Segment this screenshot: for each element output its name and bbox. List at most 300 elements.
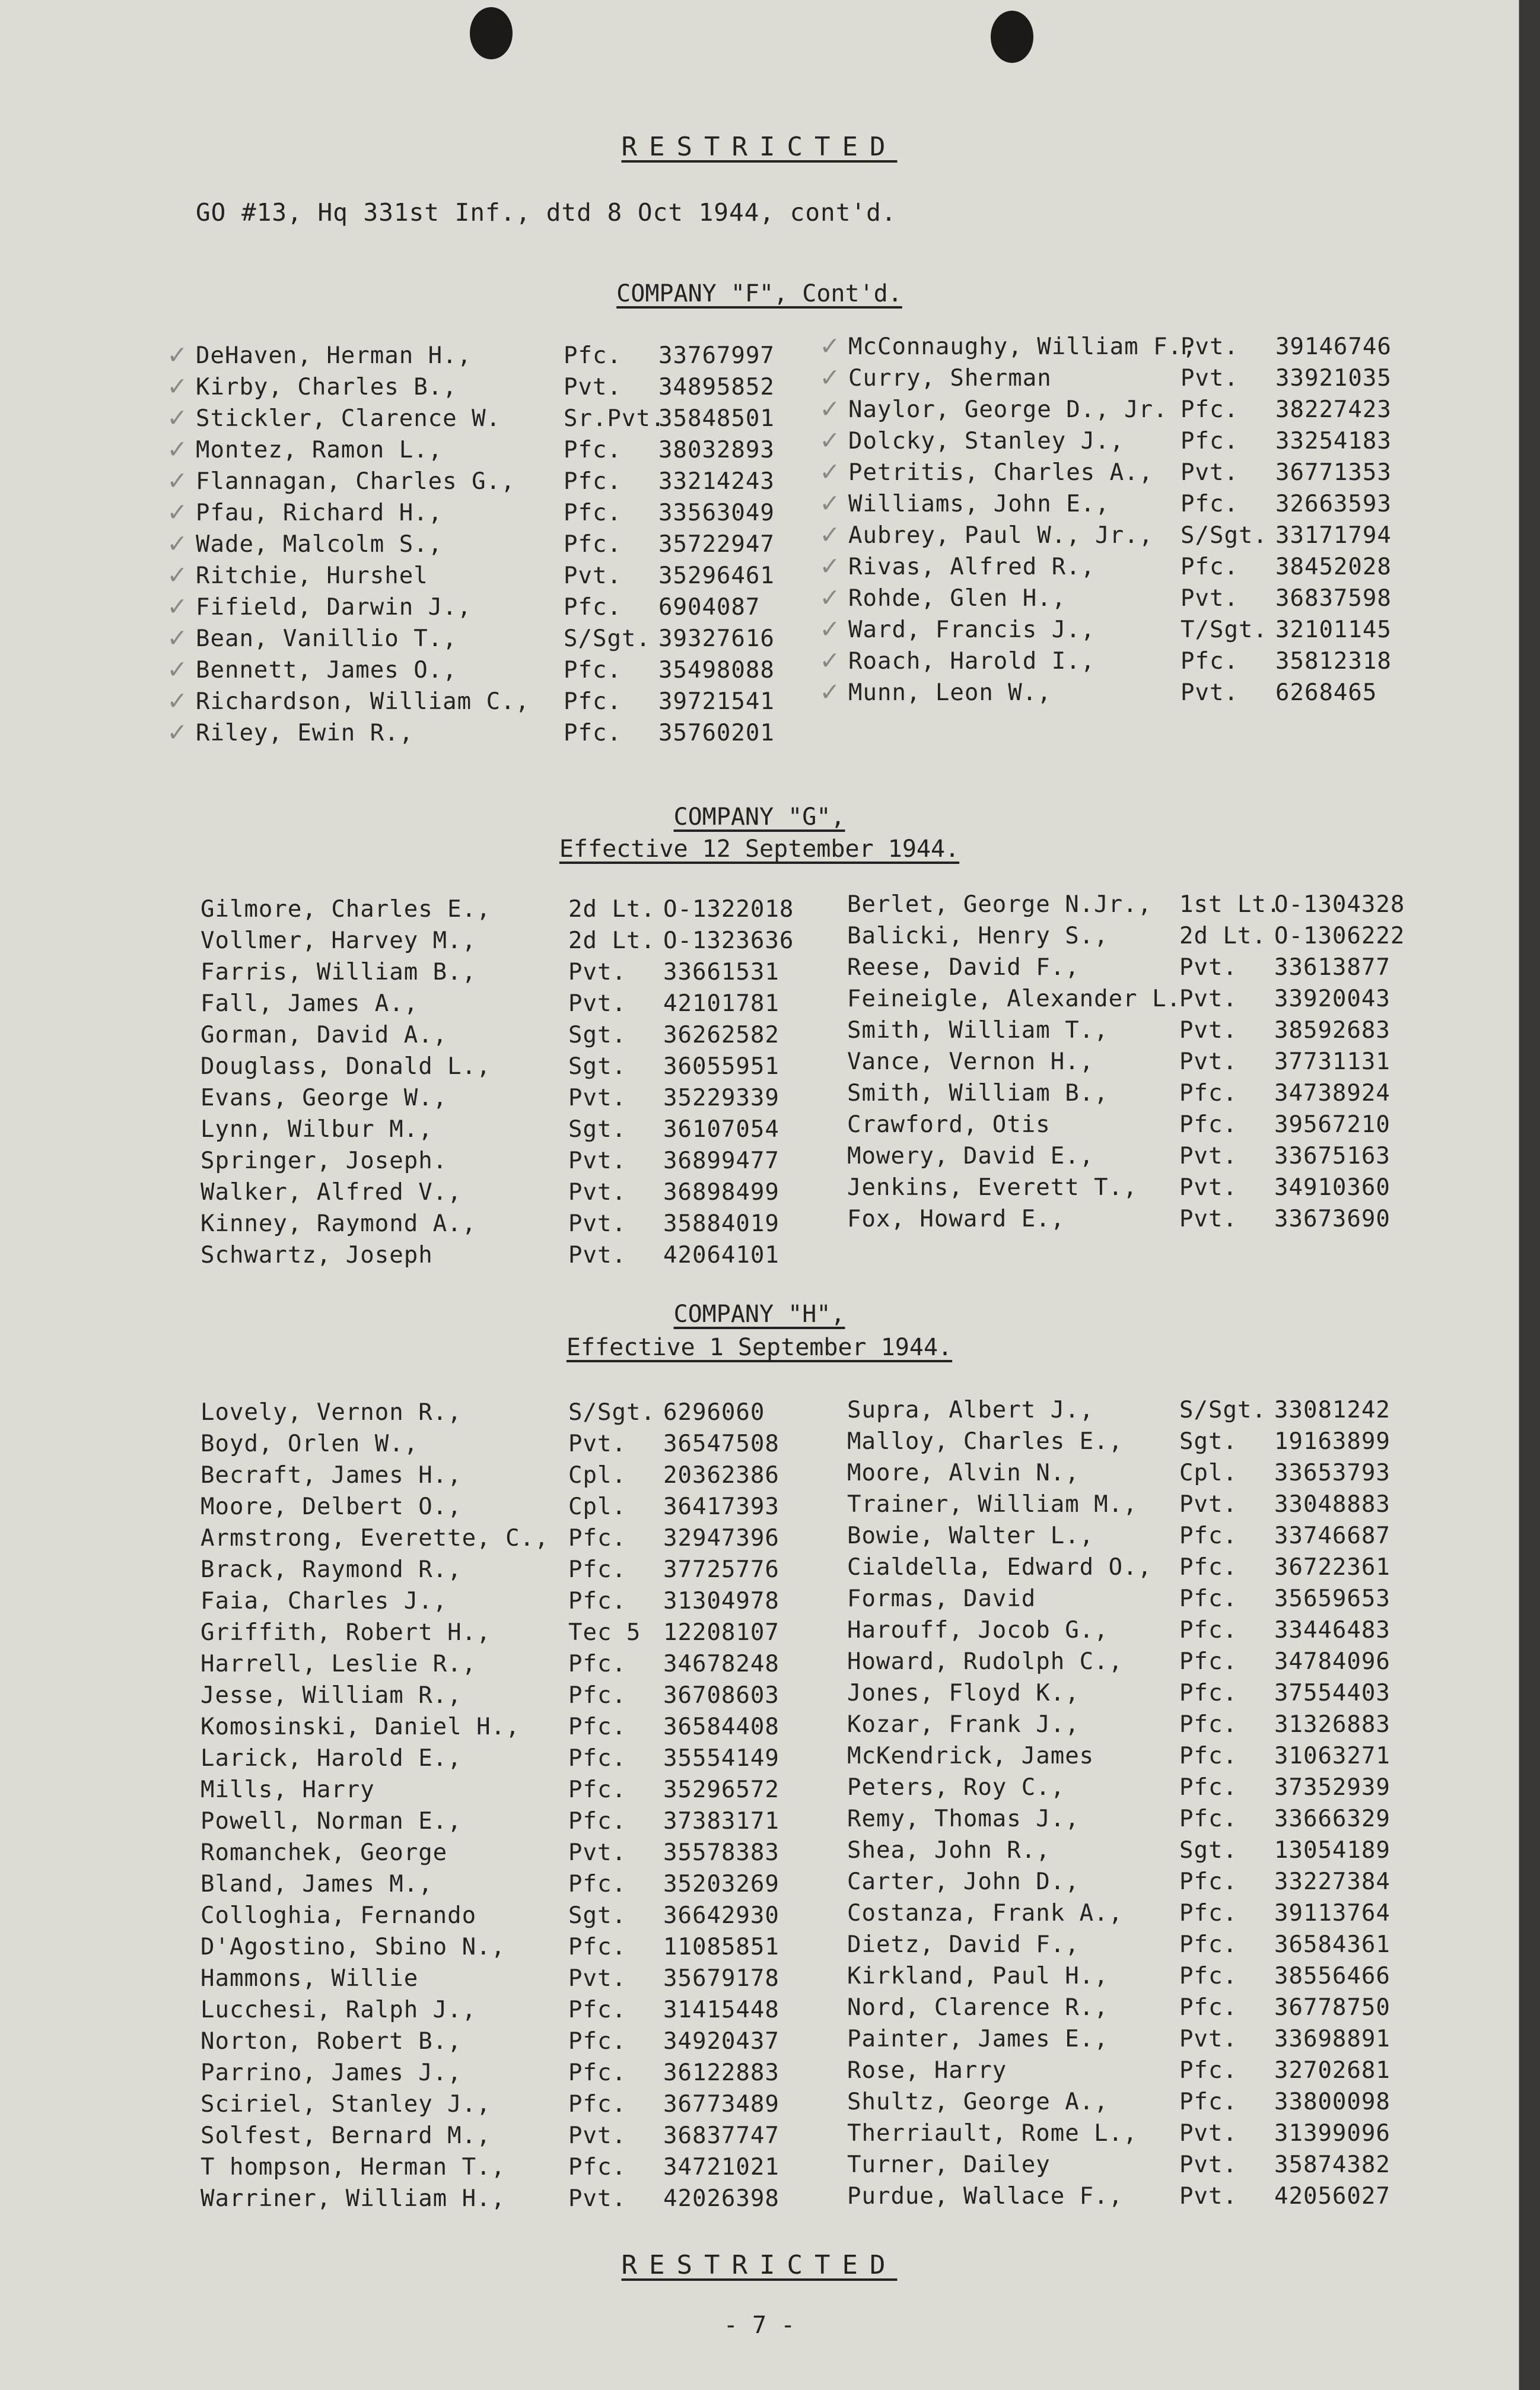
soldier-name: Bennett, James O., [196,657,457,684]
soldier-name: Solfest, Bernard M., [201,2122,491,2149]
roster-entry [821,517,1501,554]
soldier-serial: 35812318 [1275,648,1392,675]
soldier-serial: 33666329 [1274,1806,1391,1832]
roster-entry [847,1868,1500,1900]
soldier-serial: O-1322018 [663,896,794,923]
soldier-rank: Pfc. [564,342,622,369]
soldier-name: Ritchie, Hurshel [196,562,428,589]
soldier-serial: 6296060 [663,1399,765,1426]
soldier-serial: 39113764 [1274,1900,1391,1927]
soldier-serial: 34895852 [658,374,775,401]
check-mark-icon: ✓ [168,526,186,560]
roster-entry [847,2183,1500,2214]
soldier-serial: 12208107 [663,1619,779,1646]
soldier-name: Springer, Joseph. [201,1148,448,1174]
soldier-serial: 34910360 [1274,1174,1391,1201]
soldier-name: Jenkins, Everett T., [847,1174,1138,1201]
soldier-name: Kirkland, Paul H., [847,1963,1109,1989]
soldier-serial: 37731131 [1274,1048,1391,1075]
punch-hole-left [470,7,513,59]
soldier-name: Carter, John D., [847,1868,1080,1895]
roster-entry [201,1210,829,1242]
soldier-name: Cialdella, Edward O., [847,1554,1153,1581]
roster-entry [201,1462,829,1493]
soldier-serial: 38592683 [1274,1017,1391,1044]
soldier-name: Parrino, James J., [201,2060,462,2086]
roster-entry [201,1745,829,1776]
soldier-rank: S/Sgt. [568,1399,656,1426]
soldier-rank: Pfc. [564,468,622,495]
soldier-rank: Pfc. [568,1556,626,1583]
check-mark-icon: ✓ [821,392,839,425]
soldier-name: Petritis, Charles A., [848,459,1154,486]
soldier-serial: 35296461 [658,562,775,589]
soldier-name: Crawford, Otis [847,1111,1051,1138]
roster-entry [201,1651,829,1682]
company-g-effective: Effective 12 September 1944. [559,835,960,863]
soldier-serial: 42064101 [663,1242,779,1269]
soldier-serial: 35884019 [663,1210,779,1237]
soldier-serial: 36642930 [663,1902,779,1929]
company-f-heading: COMPANY "F", Cont'd. [616,280,902,307]
soldier-rank: Pfc. [568,1651,626,1677]
roster-entry [821,675,1501,711]
soldier-serial: 35760201 [658,720,775,746]
soldier-serial: 35554149 [663,1745,779,1772]
roster-entry [201,1556,829,1588]
soldier-name: Ward, Francis J., [848,616,1096,643]
soldier-rank: S/Sgt. [1179,1397,1267,1423]
roster-entry [847,1111,1500,1143]
soldier-serial: 32947396 [663,1525,779,1552]
roster-entry [168,621,825,657]
soldier-name: Powell, Norman E., [201,1808,462,1835]
roster-entry [821,580,1501,616]
footer-restricted: RESTRICTED [621,2250,898,2280]
roster-entry [201,2154,829,2185]
soldier-name: Boyd, Orlen W., [201,1431,419,1457]
soldier-serial: 33767997 [658,342,775,369]
roster-entry [168,558,825,594]
soldier-name: Pfau, Richard H., [196,500,443,526]
soldier-rank: Pfc. [1181,491,1239,517]
roster-entry [821,486,1501,522]
roster-entry [201,2028,829,2060]
soldier-serial: 33653793 [1274,1460,1391,1486]
soldier-name: Hammons, Willie [201,1965,419,1992]
check-mark-icon: ✓ [168,684,186,717]
soldier-serial: 35659653 [1274,1585,1391,1612]
roster-entry [847,1554,1500,1585]
soldier-rank: Pfc. [1179,1711,1237,1738]
check-mark-icon: ✓ [821,643,839,676]
soldier-rank: S/Sgt. [564,625,651,652]
soldier-name: Curry, Sherman [848,365,1052,392]
soldier-serial: 36055951 [663,1053,779,1080]
soldier-serial: 33800098 [1274,2089,1391,2115]
soldier-name: Lucchesi, Ralph J., [201,1997,477,2023]
soldier-rank: Pfc. [568,1682,626,1709]
soldier-serial: 19163899 [1274,1428,1391,1455]
soldier-name: Gorman, David A., [201,1022,448,1048]
soldier-serial: 33254183 [1275,428,1392,455]
soldier-rank: Pfc. [1179,1743,1237,1769]
soldier-rank: Pfc. [568,2091,626,2118]
roster-entry [847,1617,1500,1648]
soldier-name: Montez, Ramon L., [196,437,443,463]
soldier-name: Mowery, David E., [847,1143,1094,1169]
soldier-serial: 34784096 [1274,1648,1391,1675]
soldier-serial: 20362386 [663,1462,779,1489]
soldier-rank: 1st Lt. [1179,891,1281,918]
soldier-name: Schwartz, Joseph [201,1242,433,1269]
soldier-serial: 35722947 [658,531,775,558]
soldier-name: Berlet, George N.Jr., [847,891,1153,918]
roster-entry [201,1871,829,1902]
soldier-serial: 35203269 [663,1871,779,1898]
soldier-name: Feineigle, Alexander L. [847,986,1182,1012]
roster-entry [201,1934,829,1965]
soldier-serial: 33673690 [1274,1206,1391,1232]
soldier-name: Richardson, William C., [196,688,530,715]
soldier-name: Supra, Albert J., [847,1397,1094,1423]
soldier-name: Trainer, William M., [847,1491,1138,1518]
soldier-rank: Pfc. [568,1997,626,2023]
soldier-rank: Pvt. [1179,1174,1237,1201]
soldier-name: Walker, Alfred V., [201,1179,462,1206]
soldier-rank: Pvt. [1179,954,1237,981]
soldier-name: Jesse, William R., [201,1682,462,1709]
soldier-name: Turner, Dailey [847,2151,1051,2178]
roster-entry [168,589,825,625]
soldier-rank: Pfc. [564,531,622,558]
soldier-rank: Pvt. [568,1148,626,1174]
soldier-serial: O-1306222 [1274,923,1405,949]
soldier-serial: 36584361 [1274,1931,1391,1958]
company-f-left-column [168,338,825,751]
soldier-rank: Sgt. [568,1116,626,1143]
roster-entry [847,1963,1500,1994]
roster-entry [847,1648,1500,1680]
soldier-name: Mills, Harry [201,1776,375,1803]
roster-entry [847,1460,1500,1491]
soldier-rank: Pfc. [568,1714,626,1740]
soldier-rank: Pfc. [568,2028,626,2055]
soldier-serial: 36899477 [663,1148,779,1174]
soldier-rank: Pfc. [1179,1585,1237,1612]
roster-entry [201,1776,829,1808]
general-order-line: GO #13, Hq 331st Inf., dtd 8 Oct 1944, cont'd. [196,198,897,227]
company-g-heading: COMPANY "G", [673,803,845,831]
check-mark-icon: ✓ [168,589,186,622]
roster-entry [847,1994,1500,2026]
soldier-serial: 33563049 [658,500,775,526]
soldier-rank: Pfc. [1179,1680,1237,1706]
soldier-rank: Pvt. [1179,2151,1237,2178]
soldier-rank: Pvt. [568,1210,626,1237]
check-mark-icon: ✓ [168,621,186,654]
soldier-name: Dolcky, Stanley J., [848,428,1125,455]
soldier-name: Faia, Charles J., [201,1588,448,1614]
company-h-right-column [847,1397,1500,2214]
company-h-left-column [201,1399,829,2217]
soldier-serial: 35498088 [658,657,775,684]
check-mark-icon: ✓ [168,338,186,371]
soldier-name: Bland, James M., [201,1871,433,1898]
soldier-rank: Pvt. [564,374,622,401]
soldier-name: Vollmer, Harvey M., [201,927,477,954]
check-mark-icon: ✓ [168,652,186,685]
roster-entry [847,986,1500,1017]
soldier-rank: Pfc. [1179,1774,1237,1801]
soldier-name: Evans, George W., [201,1085,448,1111]
roster-entry [201,2060,829,2091]
soldier-name: Formas, David [847,1585,1036,1612]
soldier-serial: 38227423 [1275,396,1392,423]
roster-entry [168,463,825,500]
check-mark-icon: ✓ [821,455,839,488]
soldier-serial: 42101781 [663,990,779,1017]
soldier-serial: 32101145 [1275,616,1392,643]
soldier-rank: Pfc. [564,500,622,526]
soldier-rank: Pfc. [1179,1648,1237,1675]
soldier-name: Nord, Clarence R., [847,1994,1109,2021]
soldier-serial: 35578383 [663,1839,779,1866]
roster-entry [847,1048,1500,1080]
soldier-name: Howard, Rudolph C., [847,1648,1124,1675]
soldier-rank: Pfc. [1179,1080,1237,1107]
check-mark-icon: ✓ [168,558,186,591]
soldier-serial: 33920043 [1274,986,1391,1012]
roster-entry [201,1682,829,1714]
soldier-serial: 33698891 [1274,2026,1391,2052]
check-mark-icon: ✓ [821,675,839,708]
soldier-rank: Pfc. [1179,1617,1237,1644]
soldier-rank: Pfc. [1179,1523,1237,1549]
soldier-name: McKendrick, James [847,1743,1094,1769]
soldier-rank: Pvt. [568,1431,626,1457]
check-mark-icon: ✓ [821,549,839,582]
soldier-rank: Sr.Pvt. [564,405,666,432]
soldier-name: Moore, Delbert O., [201,1493,462,1520]
roster-entry [847,1428,1500,1460]
soldier-rank: Pfc. [568,1934,626,1960]
roster-entry [201,1588,829,1619]
soldier-serial: 36837747 [663,2122,779,2149]
soldier-rank: Pfc. [564,720,622,746]
soldier-serial: 33613877 [1274,954,1391,981]
roster-entry [168,338,825,374]
soldier-serial: 36771353 [1275,459,1392,486]
soldier-serial: 36417393 [663,1493,779,1520]
roster-entry [201,2185,829,2217]
soldier-name: Munn, Leon W., [848,679,1052,706]
soldier-name: Armstrong, Everette, C., [201,1525,549,1552]
roster-entry [821,643,1501,679]
punch-hole-right [991,11,1033,63]
soldier-name: Becraft, James H., [201,1462,462,1489]
soldier-serial: 34678248 [663,1651,779,1677]
soldier-serial: 36898499 [663,1179,779,1206]
company-g-left-column [201,896,829,1273]
roster-entry [821,329,1501,365]
roster-entry [201,1965,829,1997]
roster-entry [168,369,825,405]
check-mark-icon: ✓ [821,517,839,551]
soldier-rank: Pvt. [568,2122,626,2149]
soldier-rank: Sgt. [1179,1428,1237,1455]
soldier-serial: 33171794 [1275,522,1392,549]
soldier-rank: Pfc. [568,1776,626,1803]
check-mark-icon: ✓ [168,715,186,748]
soldier-rank: Pfc. [568,1525,626,1552]
roster-entry [201,1839,829,1871]
soldier-rank: Pvt. [1181,365,1239,392]
soldier-serial: 35296572 [663,1776,779,1803]
soldier-rank: Pfc. [564,657,622,684]
soldier-name: T hompson, Herman T., [201,2154,506,2181]
soldier-serial: 35874382 [1274,2151,1391,2178]
soldier-serial: 6268465 [1275,679,1377,706]
check-mark-icon: ✓ [821,360,839,393]
soldier-rank: Pfc. [568,1808,626,1835]
soldier-name: Bowie, Walter L., [847,1523,1094,1549]
soldier-serial: 37383171 [663,1808,779,1835]
soldier-name: Fall, James A., [201,990,419,1017]
soldier-name: Williams, John E., [848,491,1110,517]
soldier-name: Norton, Robert B., [201,2028,462,2055]
soldier-serial: 34920437 [663,2028,779,2055]
roster-entry [168,495,825,531]
roster-entry [847,1931,1500,1963]
soldier-rank: 2d Lt. [568,896,656,923]
soldier-rank: Pfc. [564,437,622,463]
roster-entry [201,1116,829,1148]
roster-entry [201,1085,829,1116]
soldier-name: Sciriel, Stanley J., [201,2091,491,2118]
soldier-serial: 38556466 [1274,1963,1391,1989]
soldier-name: Rohde, Glen H., [848,585,1067,612]
soldier-rank: Pvt. [1179,2026,1237,2052]
roster-entry [168,652,825,688]
soldier-serial: 36547508 [663,1431,779,1457]
soldier-name: Bean, Vanillio T., [196,625,457,652]
roster-entry [847,1900,1500,1931]
soldier-rank: Pvt. [1179,1491,1237,1518]
check-mark-icon: ✓ [821,486,839,519]
soldier-serial: 36837598 [1275,585,1392,612]
roster-entry [847,1774,1500,1806]
roster-entry [847,1017,1500,1048]
soldier-serial: 36708603 [663,1682,779,1709]
roster-entry [847,1491,1500,1523]
soldier-name: Wade, Malcolm S., [196,531,443,558]
roster-entry [168,526,825,562]
roster-entry [168,684,825,720]
soldier-rank: T/Sgt. [1181,616,1268,643]
roster-entry [821,455,1501,491]
soldier-rank: Pvt. [1181,585,1239,612]
roster-entry [201,1714,829,1745]
soldier-serial: 37554403 [1274,1680,1391,1706]
soldier-rank: Pfc. [1179,1963,1237,1989]
soldier-serial: O-1323636 [663,927,794,954]
soldier-rank: Pvt. [1179,986,1237,1012]
roster-entry [201,1053,829,1085]
check-mark-icon: ✓ [821,612,839,645]
roster-entry [847,1080,1500,1111]
soldier-name: Brack, Raymond R., [201,1556,462,1583]
soldier-serial: 39327616 [658,625,775,652]
roster-entry [201,1902,829,1934]
roster-entry [201,1399,829,1431]
soldier-name: Rivas, Alfred R., [848,554,1096,580]
roster-entry [201,1619,829,1651]
roster-entry [201,1525,829,1556]
soldier-rank: Pvt. [1179,1017,1237,1044]
soldier-rank: Pfc. [1179,1868,1237,1895]
soldier-rank: Pvt. [1179,1206,1237,1232]
roster-entry [847,1743,1500,1774]
soldier-name: Colloghia, Fernando [201,1902,477,1929]
soldier-rank: Pvt. [568,959,626,986]
soldier-name: Riley, Ewin R., [196,720,414,746]
soldier-rank: Pvt. [1179,2183,1237,2210]
roster-entry [821,423,1501,459]
soldier-rank: Pvt. [568,1839,626,1866]
roster-entry [847,2151,1500,2183]
roster-entry [847,954,1500,986]
soldier-name: Jones, Floyd K., [847,1680,1080,1706]
roster-entry [847,891,1500,923]
check-mark-icon: ✓ [821,580,839,614]
soldier-rank: Pfc. [1179,1994,1237,2021]
soldier-rank: Pfc. [568,2154,626,2181]
roster-entry [847,1206,1500,1237]
roster-entry [201,1431,829,1462]
check-mark-icon: ✓ [821,329,839,362]
roster-entry [847,1143,1500,1174]
soldier-serial: 37352939 [1274,1774,1391,1801]
soldier-rank: Pvt. [568,1179,626,1206]
soldier-serial: 31399096 [1274,2120,1391,2147]
check-mark-icon: ✓ [168,369,186,402]
check-mark-icon: ✓ [168,463,186,497]
soldier-rank: S/Sgt. [1181,522,1268,549]
soldier-rank: Pvt. [1181,459,1239,486]
roster-entry [847,1585,1500,1617]
soldier-name: Roach, Harold I., [848,648,1096,675]
soldier-serial: 33227384 [1274,1868,1391,1895]
soldier-rank: Pfc. [1179,1900,1237,1927]
check-mark-icon: ✓ [168,495,186,528]
soldier-serial: 35679178 [663,1965,779,1992]
roster-entry [847,2057,1500,2089]
roster-entry [847,1680,1500,1711]
soldier-name: Costanza, Frank A., [847,1900,1124,1927]
soldier-rank: Pvt. [568,1242,626,1269]
soldier-serial: 36262582 [663,1022,779,1048]
soldier-rank: Pvt. [564,562,622,589]
soldier-name: D'Agostino, Sbino N., [201,1934,506,1960]
soldier-serial: 33661531 [663,959,779,986]
soldier-rank: Pvt. [568,990,626,1017]
soldier-rank: Pfc. [1179,1554,1237,1581]
soldier-name: Balicki, Henry S., [847,923,1109,949]
roster-entry [847,2026,1500,2057]
soldier-name: Kozar, Frank J., [847,1711,1080,1738]
soldier-serial: 31415448 [663,1997,779,2023]
